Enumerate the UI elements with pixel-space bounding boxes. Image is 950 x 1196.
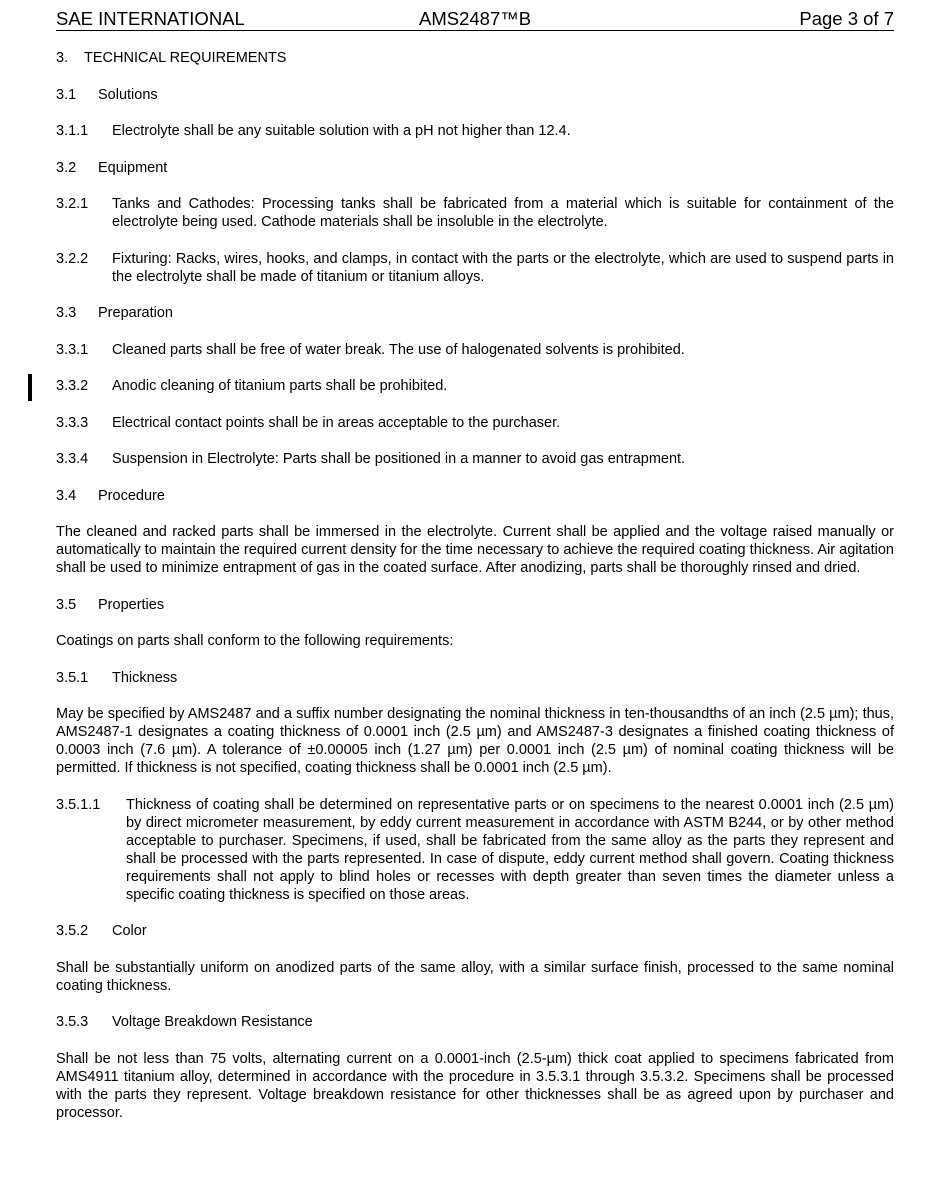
section-title: Thickness <box>112 669 178 686</box>
paragraph-numbered <box>56 377 894 395</box>
header-page-number: Page 3 of 7 <box>799 8 894 29</box>
header-organization: SAE INTERNATIONAL <box>56 8 245 29</box>
section-heading <box>56 596 894 614</box>
section-title: Voltage Breakdown Resistance <box>112 1014 313 1030</box>
section-number: 3.3.3 <box>56 414 89 431</box>
section-title: Color <box>112 923 147 939</box>
paragraph-numbered <box>56 414 894 432</box>
paragraph-text: Shall be substantially uniform on anodized parts of the same alloy, with a similar surface finish, processed to the same nominal coating thickness. <box>56 959 894 994</box>
paragraph-text: May be specified by AMS2487 and a suffix number designating the nominal thickness in ten-thousandths of an inch (2.5 µm); thus, AMS2487-1 designates a coating thickness of 0.0001 inch (2.5 µm) and AMS2487-3 designates a finished coating thickness of 0.0003 inch (7.6 µm). A tolerance of ±0.00005 inch (1.27 µm) per 0.0001 inch (2.5 µm) of nominal coating thickness will be permitted. If thickness is not specified, coating thickness shall be 0.0001 inch (2.5 µm). <box>56 706 894 776</box>
section-number: 3.3 <box>56 305 77 321</box>
section-number: 3.2 <box>56 159 77 176</box>
revision-change-bar <box>28 374 32 401</box>
section-heading <box>56 922 894 940</box>
paragraph-text: Suspension in Electrolyte: Parts shall be positioned in a manner to avoid gas entrapment. <box>112 451 686 467</box>
section-title: Procedure <box>98 487 165 504</box>
section-number: 3.5.3 <box>56 1014 89 1030</box>
section-heading <box>56 49 894 67</box>
section-heading <box>56 159 894 177</box>
section-number: 3.1.1 <box>56 123 89 139</box>
section-number: 3. <box>56 50 69 66</box>
paragraph-numbered <box>56 122 894 140</box>
paragraph-numbered <box>56 341 894 359</box>
section-number: 3.5.1 <box>56 669 89 686</box>
section-number: 3.3.4 <box>56 451 89 467</box>
section-heading <box>56 487 894 505</box>
paragraph-text: Cleaned parts shall be free of water break. The use of halogenated solvents is prohibited. <box>112 341 685 358</box>
paragraph-text: Electrolyte shall be any suitable solution with a pH not higher than 12.4. <box>112 123 571 139</box>
section-title: Properties <box>98 596 165 613</box>
paragraph-numbered <box>56 195 894 231</box>
section-number: 3.3.2 <box>56 378 89 394</box>
section-number: 3.2.1 <box>56 196 89 212</box>
section-title: Equipment <box>98 159 168 176</box>
section-number: 3.4 <box>56 487 77 504</box>
document-body <box>56 49 894 1140</box>
paragraph-text: Tanks and Cathodes: Processing tanks shall be fabricated from a material which is suitable for containment of the electrolyte being used. Cathode materials shall be insoluble in the electrolyte. <box>112 196 894 230</box>
section-number: 3.5 <box>56 596 77 613</box>
paragraph-text: Thickness of coating shall be determined on representative parts or on specimens to the nearest 0.0001 inch (2.5 µm) by direct micrometer measurement, by eddy current measurement in accordance with ASTM B244, or by other method acceptable to purchaser. Specimens, if used, shall be fabricated from the same alloy as the parts they represent and shall be processed with the parts represented. In case of dispute, eddy current method shall govern. Coating thickness requirements shall not apply to blind holes or recesses with depth greater than seven times the diameter unless a specific coating thickness is specified on those areas. <box>126 796 894 903</box>
paragraph-text: Coatings on parts shall conform to the following requirements: <box>56 633 454 649</box>
paragraph-text: Shall be not less than 75 volts, alternating current on a 0.0001-inch (2.5-µm) thick coat applied to specimens fabricated from AMS4911 titanium alloy, determined in accordance with the procedure in 3.5.3.1 through 3.5.3.2. Specimens shall be processed with the parts they represent. Voltage breakdown resistance for other thicknesses shall be as agreed upon by purchaser and processor. <box>56 1050 894 1121</box>
section-number: 3.2.2 <box>56 250 89 267</box>
section-number: 3.5.2 <box>56 923 89 939</box>
paragraph-text: The cleaned and racked parts shall be immersed in the electrolyte. Current shall be applied and the voltage raised manually or automatically to maintain the required current density for the time necessary to achieve the required coating thickness. Air agitation shall be used to minimize entrapment of gas in the coated surface. After anodizing, parts shall be thoroughly rinsed and dried. <box>56 524 894 576</box>
section-title: Solutions <box>98 86 158 103</box>
paragraph-text: Anodic cleaning of titanium parts shall be prohibited. <box>112 378 448 394</box>
paragraph-text: Fixturing: Racks, wires, hooks, and clamps, in contact with the parts or the electrolyte, which are used to suspend parts in the electrolyte shall be made of titanium or titanium alloys. <box>112 250 894 285</box>
section-title: TECHNICAL REQUIREMENTS <box>84 50 287 66</box>
header-document-number: AMS2487™B <box>419 8 532 29</box>
section-heading <box>56 1013 894 1031</box>
section-number: 3.5.1.1 <box>56 796 101 813</box>
page-header <box>56 8 894 31</box>
section-title: Preparation <box>98 305 173 321</box>
section-number: 3.1 <box>56 86 77 103</box>
paragraph-numbered <box>56 796 894 904</box>
section-heading <box>56 669 894 687</box>
section-heading <box>56 304 894 322</box>
section-heading <box>56 86 894 104</box>
paragraph-numbered <box>56 450 894 468</box>
paragraph-numbered <box>56 250 894 286</box>
paragraph-text: Electrical contact points shall be in areas acceptable to the purchaser. <box>112 414 561 431</box>
section-number: 3.3.1 <box>56 341 89 358</box>
